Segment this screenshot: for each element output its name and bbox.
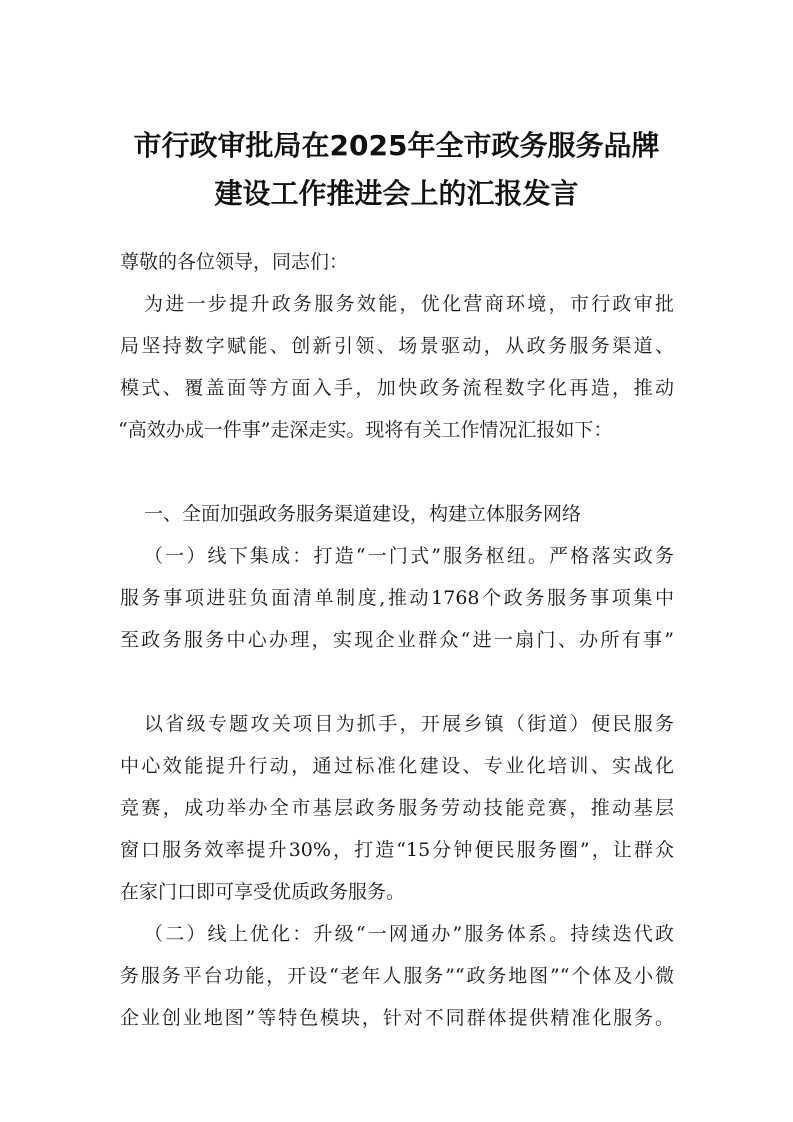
subsection-1-para2-line-4: 窗口服务效率提升30%，打造“15分钟便民服务圈”，让群众 [120,839,674,861]
intro-line-4: “高效办成一件事”走深走实。现将有关工作情况汇报如下： [118,419,613,441]
subsection-1-line-3: 至政务服务中心办理，实现企业群众“进一扇门、办所有事” [120,629,674,651]
subsection-1-para2-line-3: 竞赛，成功举办全市基层政务服务劳动技能竞赛，推动基层 [120,797,674,819]
subsection-2-line-3: 企业创业地图”等特色模块，针对不同群体提供精准化服务。 [120,1007,674,1029]
subsection-2-line-2: 务服务平台功能，开设“老年人服务”“政务地图”“个体及小微 [120,965,674,987]
subsection-1-para2-line-1: 以省级专题攻关项目为抓手，开展乡镇（街道）便民服务 [144,713,674,735]
subsection-2-line-1: （二）线上优化：升级“一网通办”服务体系。持续迭代政 [144,923,674,945]
intro-line-2: 局坚持数字赋能、创新引领、场景驱动，从政务服务渠道、 [120,335,674,357]
intro-line-3: 模式、覆盖面等方面入手，加快政务流程数字化再造，推动 [120,377,674,399]
subsection-1-line-1: （一）线下集成：打造“一门式”服务枢纽。严格落实政务 [144,545,674,567]
intro-line-1: 为进一步提升政务服务效能，优化营商环境，市行政审批 [144,293,674,315]
document-title-line-1: 市行政审批局在2025年全市政务服务品牌 [133,129,660,162]
document-title-line-2: 建设工作推进会上的汇报发言 [214,177,579,210]
subsection-1-para2-line-5: 在家门口即可享受优质政务服务。 [120,881,406,903]
subsection-1-para2-line-2: 中心效能提升行动，通过标准化建设、专业化培训、实战化 [120,755,674,777]
salutation: 尊敬的各位领导，同志们： [120,251,349,273]
section-1-heading: 一、全面加强政务服务渠道建设，构建立体服务网络 [144,503,582,525]
subsection-1-line-2: 服务事项进驻负面清单制度,推动1768个政务服务事项集中 [120,587,674,609]
